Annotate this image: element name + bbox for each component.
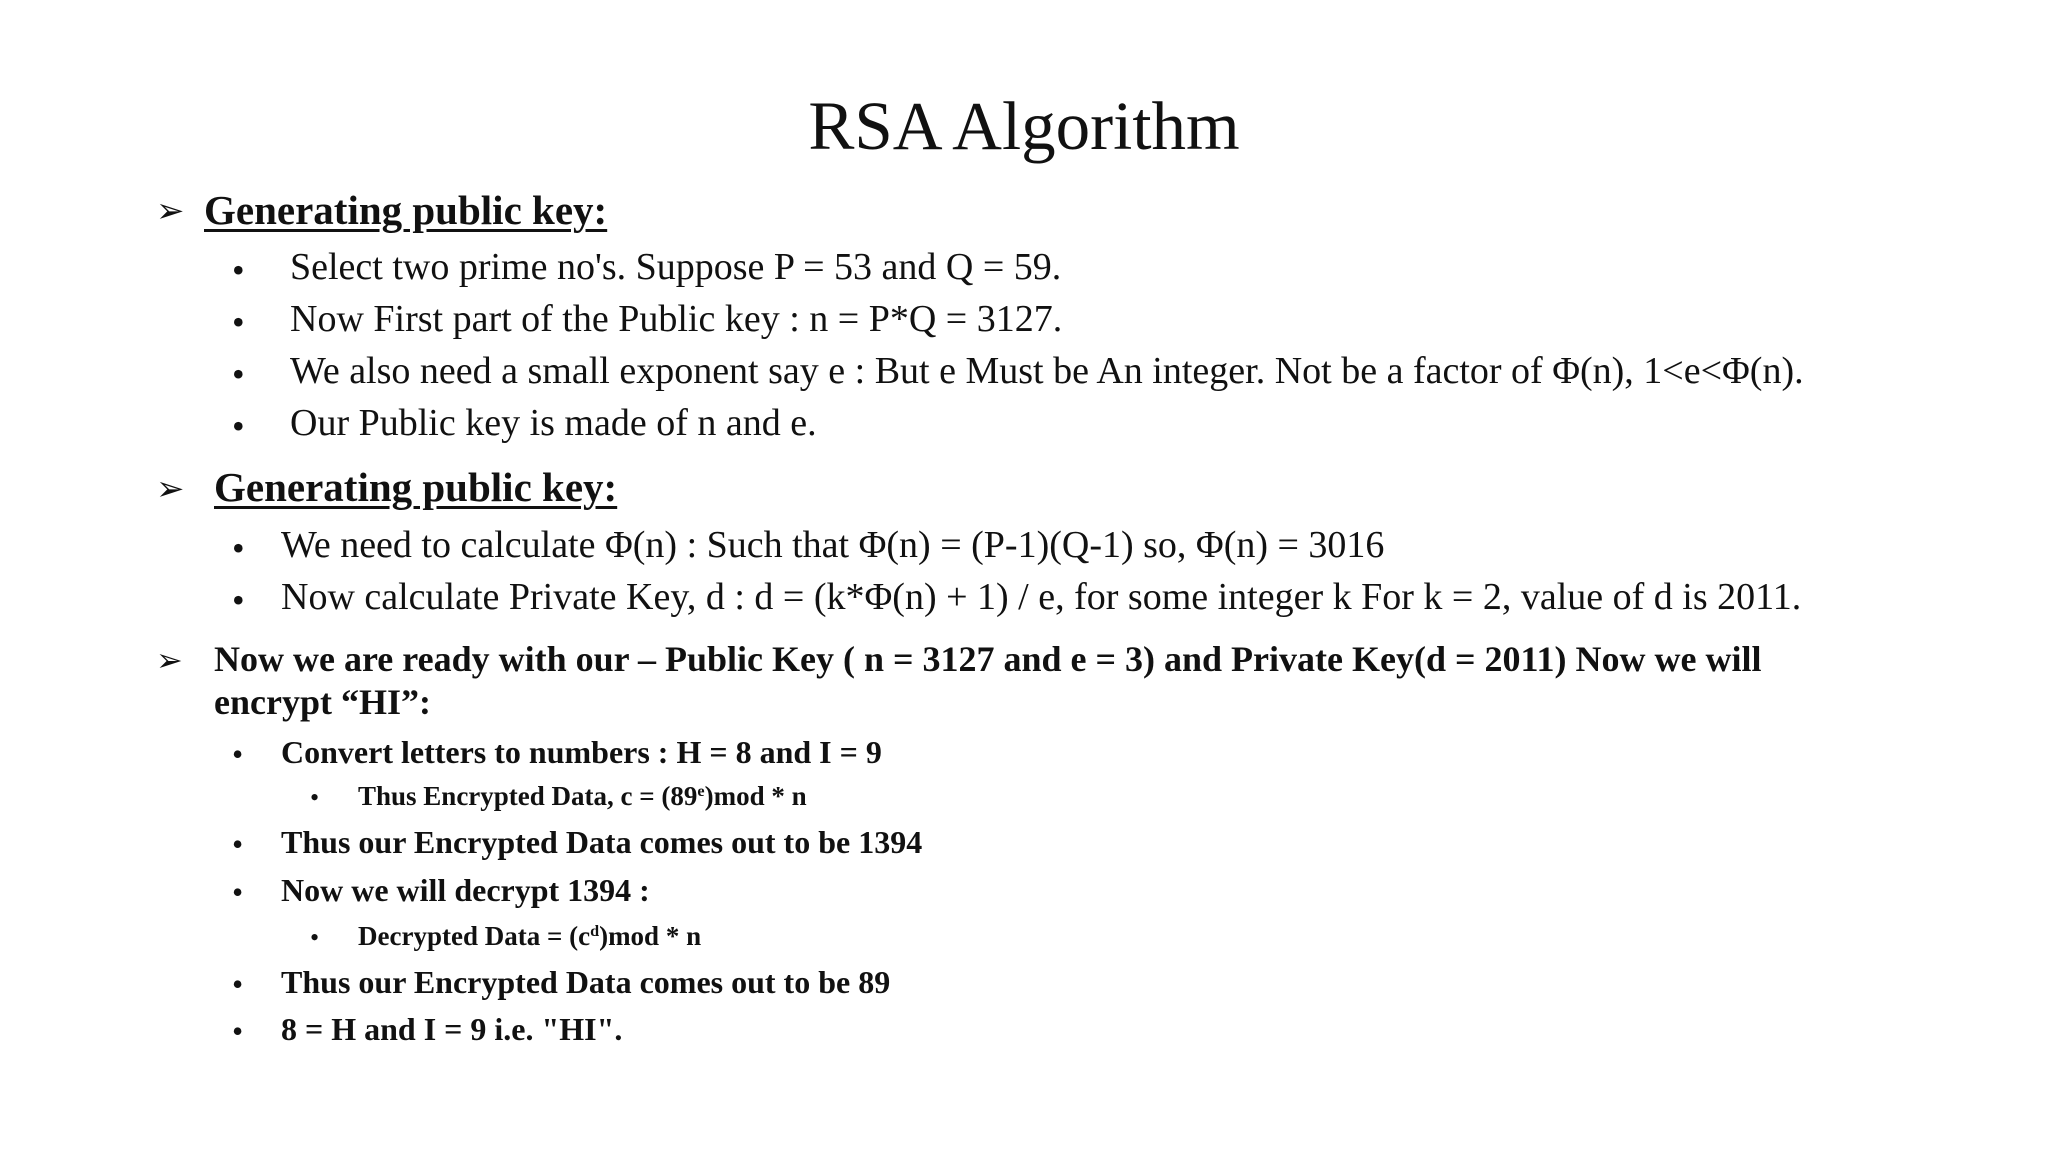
bullet-icon: • [232,1013,244,1049]
section-1-arrow-icon: ➢ [156,191,185,231]
decrypt-formula-exponent: d [590,922,600,941]
section-2-item: We need to calculate Φ(n) : Such that Φ(n) = (P-1)(Q-1) so, Φ(n) = 3016 [281,524,1385,566]
section-3-item-final: 8 = H and I = 9 i.e. "HI". [281,1011,623,1047]
section-1-item: Our Public key is made of n and e. [290,402,817,444]
bullet-icon: • [232,826,244,862]
section-1-item: Now First part of the Public key : n = P*Q = 3127. [290,298,1063,340]
encrypt-formula-prefix: Thus Encrypted Data, c = (89 [358,781,698,811]
decrypt-formula [358,923,701,950]
bullet-icon: • [232,250,245,290]
section-3-item-encrypted: Thus our Encrypted Data comes out to be 1394 [281,824,923,860]
section-2-heading: Generating public key: [214,464,618,510]
section-3-heading-line-2: encrypt “HI”: [214,682,431,722]
encrypt-formula-exponent: e [697,782,705,801]
section-2-arrow-icon: ➢ [156,469,185,509]
bullet-icon: • [232,966,244,1002]
bullet-icon: • [232,736,244,772]
bullet-icon: • [310,783,320,812]
bullet-icon: • [232,354,245,394]
bullet-icon: • [232,302,245,342]
section-2-item: Now calculate Private Key, d : d = (k*Φ(n) + 1) / e, for some integer k For k = 2, value of d is 2011. [281,576,1802,618]
section-3-item-convert: Convert letters to numbers : H = 8 and I = 9 [281,734,882,770]
section-1-heading: Generating public key: [204,187,608,233]
bullet-icon: • [232,528,245,568]
bullet-icon: • [310,923,320,952]
section-3-arrow-icon: ➢ [156,641,183,679]
bullet-icon: • [232,580,245,620]
bullet-icon: • [232,874,244,910]
encrypt-formula-suffix: )mod * n [704,781,807,811]
encrypt-formula [358,783,807,810]
section-1-item: We also need a small exponent say e : But e Must be An integer. Not be a factor of Φ(n), 1<e<Φ(n). [290,350,1804,392]
section-3-item-decrypt: Now we will decrypt 1394 : [281,872,650,908]
section-3-heading-line-1: Now we are ready with our – Public Key ( n = 3127 and e = 3) and Private Key(d = 2011) Now we will [214,639,1762,679]
slide-title: RSA Algorithm [808,88,1240,164]
section-1-item: Select two prime no's. Suppose P = 53 and Q = 59. [290,246,1062,288]
section-3-item-result: Thus our Encrypted Data comes out to be 89 [281,964,891,1000]
bullet-icon: • [232,406,245,446]
decrypt-formula-prefix: Decrypted Data = (c [358,921,591,951]
decrypt-formula-suffix: )mod * n [599,921,702,951]
